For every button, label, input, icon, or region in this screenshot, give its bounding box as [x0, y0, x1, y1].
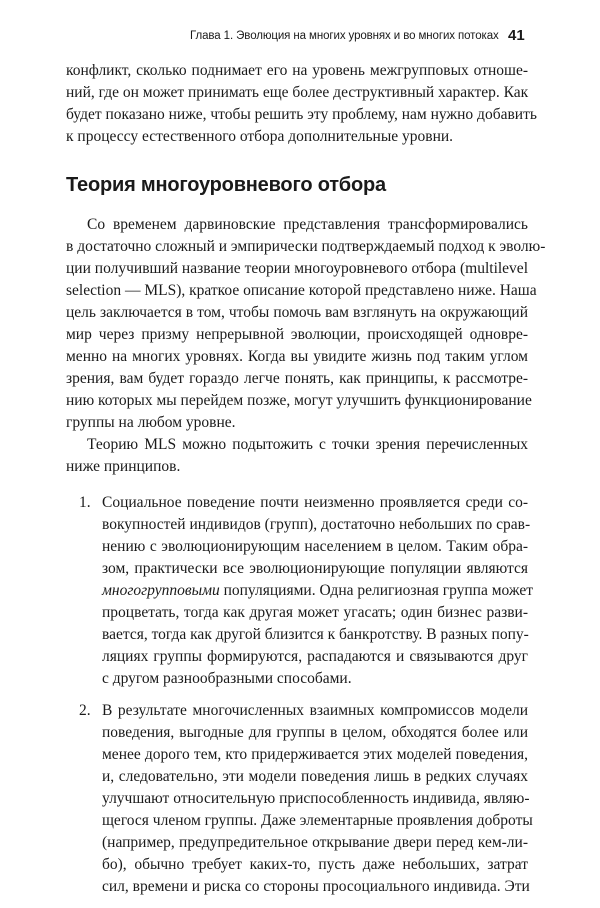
- text-line: конфликт, сколько поднимает его на уровень межгрупповых отноше-: [66, 62, 528, 79]
- text-fragment: популяциями. Одна религиозная группа может: [219, 582, 534, 599]
- page-number: 41: [508, 27, 525, 44]
- text-line: цель заключается в том, чтобы помочь вам взглянуть на окружающий: [66, 304, 528, 321]
- text-line: ниже принципов.: [66, 458, 181, 475]
- text-line: ляциях группы формируются, распадаются и связываются друг: [102, 648, 528, 665]
- text-line: ний, где он может принимать еще более деструктивный характер. Как: [66, 84, 529, 101]
- text-line: вается, тогда как другой близится к банкротству. В разных попу-: [102, 626, 529, 643]
- text-line: selection — MLS), краткое описание которой представлено ниже. Наша: [66, 282, 537, 299]
- text-line: менее дорого тем, кто придерживается этих моделей поведения,: [102, 746, 528, 763]
- list-number: 2.: [79, 702, 91, 719]
- text-line: зом, практически все эволюционирующие популяции являются: [102, 560, 528, 577]
- text-line: и, следовательно, эти модели поведения лишь в редких случаях: [102, 768, 528, 785]
- text-line: в достаточно сложный и эмпирически подтверждаемый подход к эволю-: [66, 238, 546, 255]
- chapter-title: Глава 1. Эволюция на многих уровнях и во многих потоках: [190, 30, 499, 42]
- text-line: к процессу естественного отбора дополнительные уровни.: [66, 128, 454, 145]
- page-body: [66, 60, 546, 908]
- text-line: менно на многих уровнях. Когда вы увидите жизнь под таким углом: [66, 348, 528, 365]
- text-line: с другом разнообразными способами.: [102, 670, 352, 687]
- running-header: [0, 26, 600, 48]
- text-line: Со временем дарвиновские представления трансформировались: [87, 216, 528, 233]
- paragraph-1: [66, 214, 546, 434]
- text-line: сил, времени и риска со стороны просоциального индивида. Эти: [102, 878, 530, 895]
- paragraph-2: [66, 434, 528, 478]
- text-line: ции получивший название теории многоуровневого отбора (multilevel: [66, 260, 528, 277]
- text-line: Теорию MLS можно подытожить с точки зрения перечисленных: [87, 436, 528, 453]
- text-line: мир через призму непрерывной эволюции, происходящей одновре-: [66, 326, 528, 343]
- emphasis-term: многогрупповыми: [102, 582, 220, 599]
- text-line: щегося членом группы. Даже элементарные проявления доброты: [102, 812, 533, 829]
- text-line: [102, 580, 534, 602]
- text-line: процветать, тогда как другая может угасать; один бизнес разви-: [102, 604, 528, 621]
- text-line: группы на любом уровне.: [66, 414, 236, 431]
- list-number: 1.: [79, 494, 91, 511]
- text-line: бо), обычно требует каких-то, пусть даже небольших, затрат: [102, 856, 528, 873]
- intro-paragraph: [66, 60, 537, 148]
- text-line: Социальное поведение почти неизменно проявляется среди со-: [102, 494, 528, 511]
- text-line: улучшают относительную приспособленность индивида, являю-: [102, 790, 530, 807]
- text-line: (например, предупредительное открывание двери перед кем-ли-: [102, 834, 528, 851]
- text-line: будет показано ниже, чтобы решить эту проблему, нам нужно добавить: [66, 106, 537, 123]
- list-item: [66, 700, 533, 898]
- principles-list: [66, 492, 534, 898]
- text-line: вокупностей индивидов (групп), достаточно небольших по срав-: [102, 516, 531, 533]
- text-line: нению с эволюционирующим населением в целом. Таким обра-: [102, 538, 528, 555]
- text-line: нию которых мы перейдем позже, могут улучшить функционирование: [66, 392, 532, 409]
- list-item: [66, 492, 534, 690]
- text-line: зрения, вам будет гораздо легче понять, как принципы, к рассмотре-: [66, 370, 528, 387]
- text-line: поведения, выгодные для группы в целом, обходятся более или: [102, 724, 528, 741]
- text-line: В результате многочисленных взаимных компромиссов модели: [102, 702, 528, 719]
- section-heading: Теория многоуровневого отбора: [66, 174, 386, 196]
